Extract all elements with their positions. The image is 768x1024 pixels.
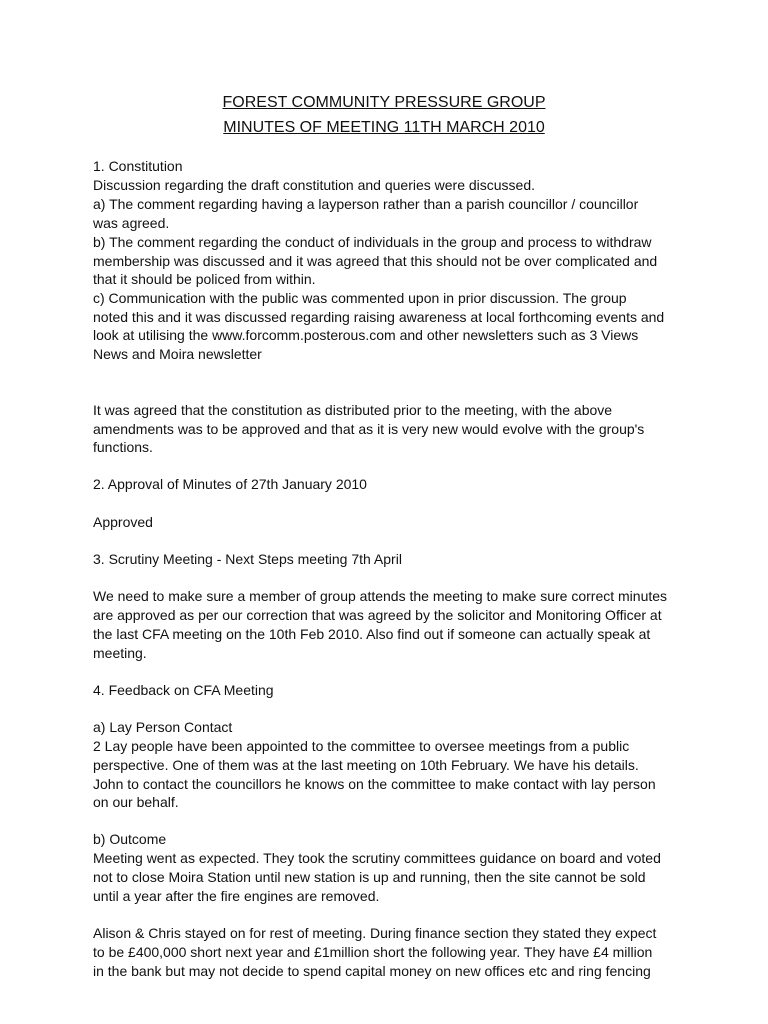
body-line: Discussion regarding the draft constitution and queries were discussed. [93,177,536,193]
body-line: noted this and it was discussed regarding raising awareness at local forthcoming events and [93,309,665,325]
subsection-heading: b) Outcome [93,831,167,847]
subsection-heading: a) Lay Person Contact [93,719,233,735]
body-line: look at utilising the www.forcomm.posterous.com and other newsletters such as 3 Views [93,327,639,343]
body-line: meeting. [93,645,147,661]
body-line: are approved as per our correction that was agreed by the solicitor and Monitoring Officer at [93,607,662,623]
document-title-line1: FOREST COMMUNITY PRESSURE GROUP [222,94,546,111]
body-line: b) The comment regarding the conduct of individuals in the group and process to withdraw [93,234,652,250]
body-line: the last CFA meeting on the 10th Feb 2010. Also find out if someone can actually speak at [93,626,651,642]
body-line: in the bank but may not decide to spend capital money on new offices etc and ring fencing [93,963,651,979]
body-line: Approved [93,514,153,530]
body-line: c) Communication with the public was commented upon in prior discussion. The group [93,290,627,306]
body-line: not to close Moira Station until new station is up and running, then the site cannot be sold [93,869,646,885]
body-line: a) The comment regarding having a layperson rather than a parish councillor / councillor [93,196,639,212]
body-line: until a year after the fire engines are removed. [93,888,380,904]
body-line: perspective. One of them was at the last meeting on 10th February. We have his details. [93,757,639,773]
body-line: News and Moira newsletter [93,346,262,362]
document-title-line2: MINUTES OF MEETING 11TH MARCH 2010 [223,119,545,136]
body-line: Meeting went as expected. They took the scrutiny committees guidance on board and voted [93,850,661,866]
body-line: that it should be policed from within. [93,271,316,287]
section-heading: 2. Approval of Minutes of 27th January 2010 [93,476,367,492]
body-line: It was agreed that the constitution as distributed prior to the meeting, with the above [93,402,613,418]
body-line: was agreed. [93,215,170,231]
section-heading: 4. Feedback on CFA Meeting [93,682,274,698]
section-heading: 3. Scrutiny Meeting - Next Steps meeting 7th April [93,551,402,567]
body-line: to be £400,000 short next year and £1million short the following year. They have £4 million [93,944,653,960]
body-line: amendments was to be approved and that as it is very new would evolve with the group's [93,421,645,437]
body-line: John to contact the councillors he knows on the committee to make contact with lay person [93,776,656,792]
body-line: membership was discussed and it was agreed that this should not be over complicated and [93,253,658,269]
body-line: Alison & Chris stayed on for rest of meeting. During finance section they stated they expect [93,925,657,941]
body-line: on our behalf. [93,794,179,810]
body-line: functions. [93,439,153,455]
section-heading: 1. Constitution [93,158,183,174]
body-line: We need to make sure a member of group attends the meeting to make sure correct minutes [93,588,668,604]
body-line: 2 Lay people have been appointed to the committee to oversee meetings from a public [93,738,630,754]
